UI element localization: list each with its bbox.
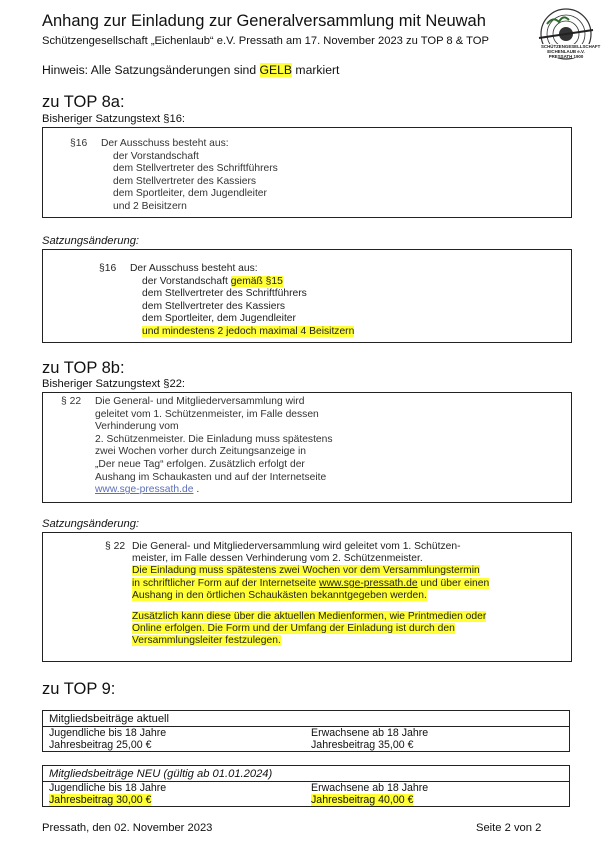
text-highlight: Aushang in den örtlichen Schaukästen bekanntgegeben werden. — [132, 589, 427, 601]
text-plain: der Vorstandschaft — [142, 275, 228, 287]
text-line: meister, im Falle dessen Verhinderung vom 2. Schützenmeister. — [132, 553, 423, 565]
document-subtitle: Schützengesellschaft „Eichenlaub“ e.V. Pressath am 17. November 2023 zu TOP 8 & TOP — [42, 35, 489, 47]
text-line — [130, 326, 354, 339]
text-line: Der Ausschuss besteht aus: — [101, 138, 229, 149]
text-highlight: und über einen — [420, 577, 490, 589]
text-line: dem Stellvertreter des Schriftführers — [113, 163, 278, 175]
top8a-old-label: Bisheriger Satzungstext §16: — [42, 113, 186, 125]
new-fees-box — [42, 765, 570, 807]
top9-heading: zu TOP 9: — [42, 680, 116, 698]
current-fees-box — [42, 710, 570, 752]
new-youth-label: Jugendliche bis 18 Jahre — [49, 782, 167, 794]
text-highlight: Die Einladung muss spätestens zwei Wochen vor dem Versammlungstermin — [132, 565, 480, 577]
top8b-old-paragraph-number: § 22 — [61, 396, 82, 407]
top8b-new-paragraph-number: § 22 — [105, 541, 126, 552]
text-line: dem Sportleiter, dem Jugendleiter — [142, 313, 296, 325]
current-fees-title: Mitgliedsbeiträge aktuell — [49, 713, 170, 725]
top8a-old-paragraph-number: §16 — [70, 138, 88, 149]
top8a-new-text-box — [42, 249, 572, 343]
current-adult-label: Erwachsene ab 18 Jahre — [311, 727, 429, 739]
current-youth-label: Jugendliche bis 18 Jahre — [49, 727, 167, 739]
text-line: dem Stellvertreter des Schriftführers — [142, 288, 307, 300]
text-line — [132, 611, 515, 623]
top8b-old-text-box — [42, 392, 572, 503]
text-line: Die General- und Mitgliederversammlung wird — [95, 396, 305, 407]
website-link[interactable]: www.sge-pressath.de — [319, 577, 418, 589]
notice-highlight: GELB — [259, 63, 293, 77]
text-plain: . — [196, 484, 200, 496]
text-line: Die General- und Mitgliederversammlung wird geleitet vom 1. Schützen- — [132, 541, 461, 552]
text-highlight: gemäß §15 — [230, 275, 283, 287]
top8b-old-label: Bisheriger Satzungstext §22: — [42, 378, 186, 390]
text-line: Der Ausschuss besteht aus: — [130, 263, 258, 274]
new-adult-label: Erwachsene ab 18 Jahre — [311, 782, 429, 794]
notice-prefix: Hinweis: Alle Satzungsänderungen sind — [42, 63, 257, 77]
new-adult-fee: Jahresbeitrag 40,00 € — [311, 794, 414, 806]
current-adult-fee: Jahresbeitrag 35,00 € — [311, 739, 414, 751]
text-line — [95, 484, 333, 497]
text-line: zwei Wochen vorher durch Zeitungsanzeige in — [95, 446, 307, 458]
top8a-new-paragraph-number: §16 — [99, 263, 117, 274]
top8a-heading: zu TOP 8a: — [42, 93, 125, 111]
current-youth-fee: Jahresbeitrag 25,00 € — [49, 739, 152, 751]
text-line — [132, 623, 515, 635]
highlight-notice — [42, 63, 339, 77]
text-highlight: Zusätzlich kann diese über die aktuellen Medienformen, wie Printmedien oder — [132, 611, 487, 623]
document-title: Anhang zur Einladung zur Generalversammlung mit Neuwah — [42, 12, 486, 30]
text-highlight: und mindestens 2 jedoch maximal 4 Beisitzern — [142, 325, 355, 337]
top8a-old-text — [101, 138, 278, 214]
new-fees-title: Mitgliedsbeiträge NEU (gültig ab 01.01.2024) — [49, 768, 273, 780]
text-highlight: in schriftlicher Form auf der Internetseite — [132, 577, 317, 589]
top8b-new-text-box — [42, 532, 572, 662]
logo-line-2: EICHENLAUB e.V. — [547, 48, 585, 54]
text-line: Verhinderung vom — [95, 421, 179, 433]
top8a-change-label: Satzungsänderung: — [42, 235, 140, 247]
text-line — [132, 635, 515, 647]
logo-line-3: PRESSATH 1900 — [548, 53, 584, 59]
text-line: der Vorstandschaft — [113, 150, 199, 162]
text-line: dem Stellvertreter des Kassiers — [113, 175, 257, 187]
text-line — [132, 565, 515, 577]
top8b-change-label: Satzungsänderung: — [42, 518, 140, 530]
text-line — [130, 276, 354, 289]
website-link[interactable]: www.sge-pressath.de — [95, 484, 194, 496]
text-highlight: Versammlungsleiter festzulegen. — [132, 635, 281, 647]
top8a-old-text-box — [42, 127, 572, 218]
footer-page-number: Seite 2 von 2 — [476, 822, 542, 834]
text-line: dem Sportleiter, dem Jugendleiter — [113, 188, 267, 200]
text-line — [132, 578, 515, 590]
club-logo — [533, 8, 599, 64]
top8b-old-text — [95, 396, 333, 497]
logo-line-1: SCHÜTZENGESELLSCHAFT — [541, 44, 601, 49]
text-line — [132, 590, 515, 602]
new-youth-fee: Jahresbeitrag 30,00 € — [49, 794, 152, 806]
footer-place-date: Pressath, den 02. November 2023 — [42, 822, 213, 834]
text-highlight: Online erfolgen. Die Form und der Umfang der Einladung ist durch den — [132, 623, 455, 635]
top8b-new-text — [132, 541, 515, 648]
text-line: und 2 Beisitzern — [113, 200, 187, 212]
text-line: dem Stellvertreter des Kassiers — [142, 300, 286, 312]
text-line: „Der neue Tag“ erfolgen. Zusätzlich erfolgt der — [95, 458, 305, 470]
notice-suffix: markiert — [295, 63, 340, 77]
text-line: 2. Schützenmeister. Die Einladung muss spätestens — [95, 433, 333, 445]
text-line: Aushang im Schaukasten und auf der Internetseite — [95, 471, 327, 483]
top8a-new-text — [130, 263, 354, 339]
text-line: geleitet vom 1. Schützenmeister, im Falle dessen — [95, 408, 319, 420]
top8b-heading: zu TOP 8b: — [42, 359, 125, 377]
